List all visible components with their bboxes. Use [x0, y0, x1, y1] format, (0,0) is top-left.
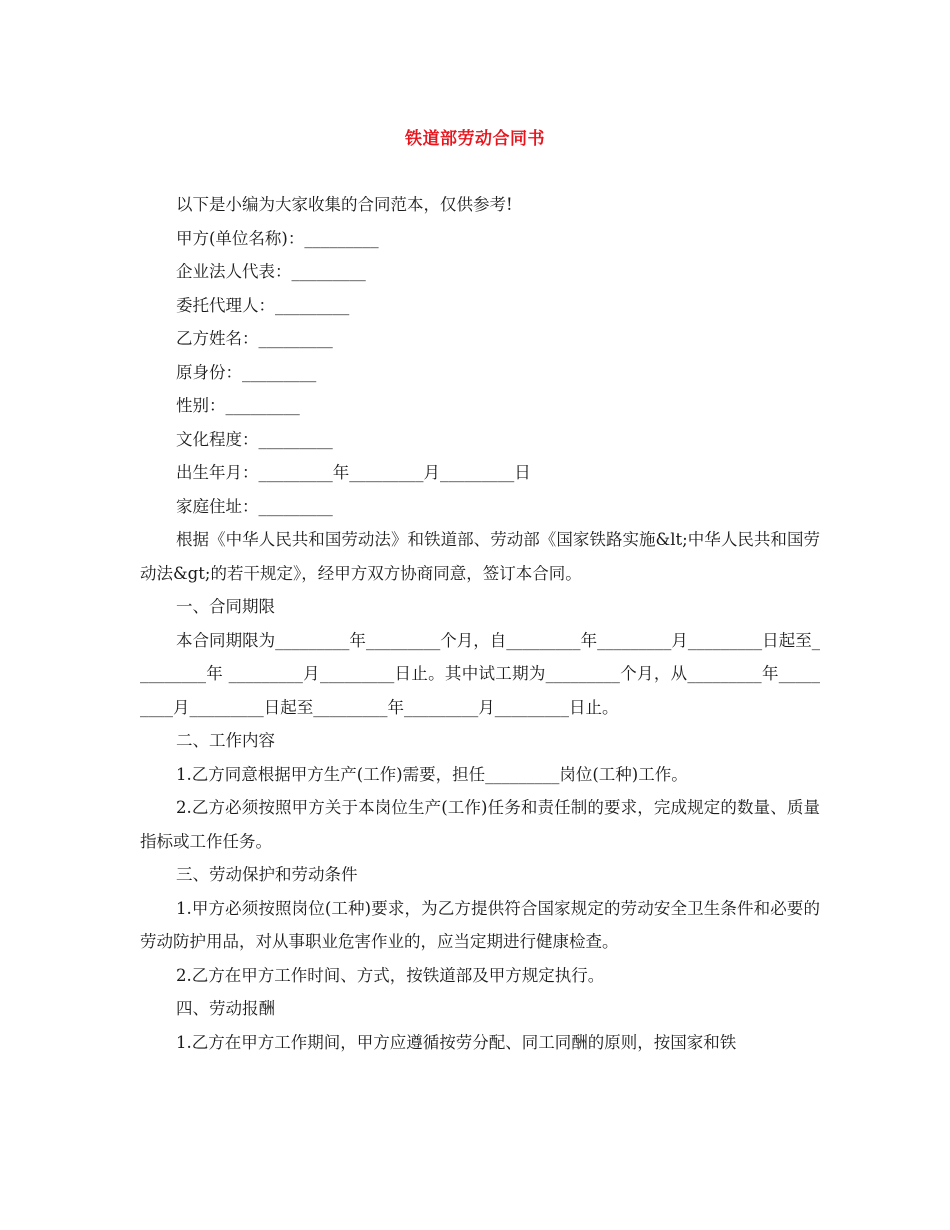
- party-a-name-field: 甲方(单位名称)：_________: [176, 228, 379, 248]
- document-body: [140, 188, 820, 1059]
- original-identity-field: 原身份：_________: [176, 362, 317, 382]
- intro-paragraph: 以下是小编为大家收集的合同范本，仅供参考!: [176, 195, 513, 214]
- gender-field: 性别：_________: [176, 396, 300, 415]
- section-heading: 二、工作内容: [176, 731, 275, 750]
- section-heading: 三、劳动保护和劳动条件: [176, 865, 358, 884]
- education-field: 文化程度：_________: [176, 429, 333, 449]
- section-heading: 四、劳动报酬: [176, 999, 275, 1018]
- contract-term-paragraph: 本合同期限为_________年_________个月，自_________年_________月_________日起至_________年 _________月_________日止。其中试工期为_________个月，从_________年_________月_________日起至_________年_________月_________日止。: [140, 630, 820, 717]
- clause-paragraph: 2.乙方必须按照甲方关于本岗位生产(工作)任务和责任制的要求，完成规定的数量、质量指标或工作任务。: [140, 798, 820, 851]
- preamble-paragraph: 根据《中华人民共和国劳动法》和铁道部、劳动部《国家铁路实施&lt;中华人民共和国劳动法&gt;的若干规定》，经甲方双方协商同意，签订本合同。: [140, 530, 820, 583]
- clause-paragraph: 1.乙方同意根据甲方生产(工作)需要，担任_________岗位(工种)工作。: [176, 764, 688, 784]
- home-address-field: 家庭住址：_________: [176, 496, 333, 516]
- clause-paragraph: 2.乙方在甲方工作时间、方式，按铁道部及甲方规定执行。: [176, 965, 605, 985]
- legal-representative-field: 企业法人代表：_________: [176, 262, 366, 281]
- clause-paragraph: 1.甲方必须按照岗位(工种)要求，为乙方提供符合国家规定的劳动安全卫生条件和必要的劳动防护用品，对从事职业危害作业的，应当定期进行健康检查。: [140, 898, 820, 951]
- party-b-name-field: 乙方姓名：_________: [176, 329, 333, 348]
- clause-paragraph: 1.乙方在甲方工作期间，甲方应遵循按劳分配、同工同酬的原则，按国家和铁: [176, 1032, 737, 1052]
- authorized-agent-field: 委托代理人：_________: [176, 295, 350, 315]
- document-title: 铁道部劳动合同书: [405, 129, 545, 149]
- birth-date-field: 出生年月：_________年_________月_________日: [176, 463, 531, 482]
- section-heading: 一、合同期限: [176, 597, 275, 616]
